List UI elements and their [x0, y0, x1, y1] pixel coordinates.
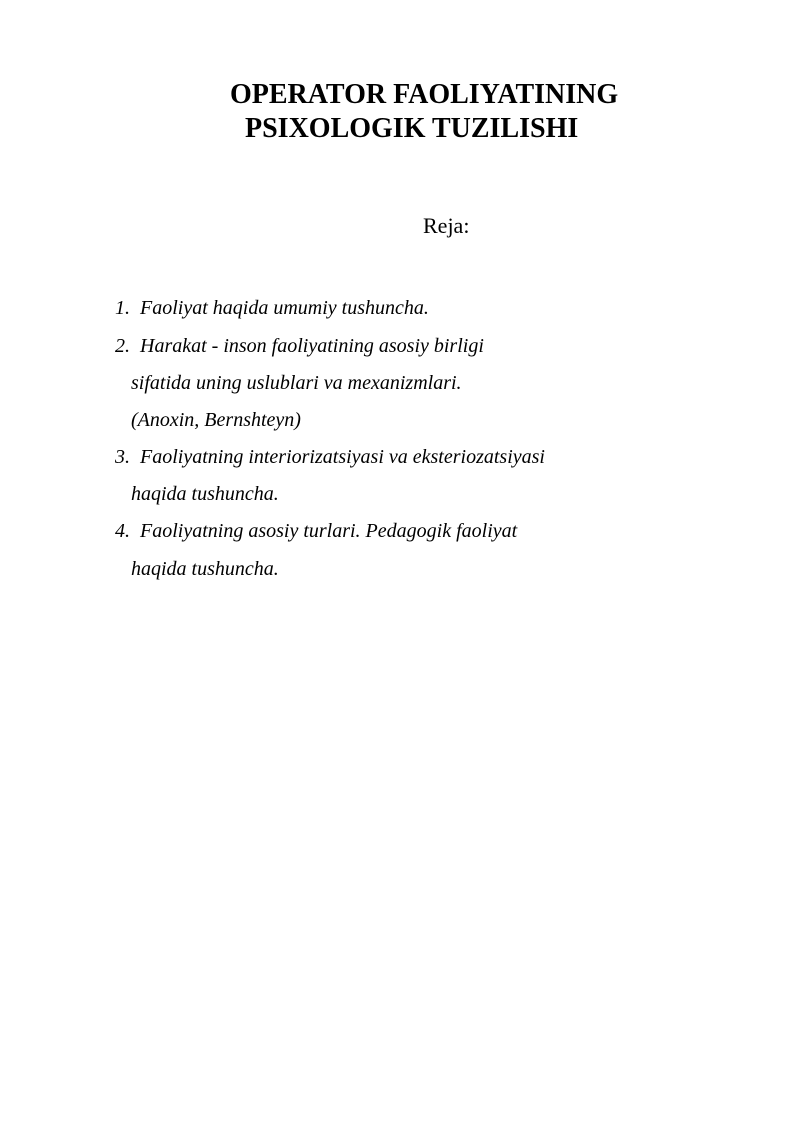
plan-item-4-text-line-1: Faoliyatning asosiy turlari. Pedagogik faoliyat — [140, 520, 518, 542]
plan-item-3-text-line-2: haqida tushuncha. — [131, 483, 279, 505]
plan-item-1-text: Faoliyat haqida umumiy tushuncha. — [140, 297, 429, 319]
plan-item-2-number: 2. — [115, 335, 130, 357]
plan-item-1 — [115, 296, 429, 320]
plan-item-4-text-line-2: haqida tushuncha. — [131, 558, 279, 580]
plan-item-4 — [115, 519, 517, 543]
plan-item-4-number: 4. — [115, 520, 130, 542]
plan-item-2-text-line-3: (Anoxin, Bernshteyn) — [131, 409, 301, 431]
page-title-line-2: PSIXOLOGIK TUZILISHI — [245, 113, 579, 144]
plan-item-2 — [115, 334, 484, 358]
plan-item-3 — [115, 445, 545, 469]
plan-item-3-text-line-1: Faoliyatning interiorizatsiyasi va eksteriozatsiyasi — [140, 446, 545, 468]
plan-item-2-text-line-1: Harakat - inson faoliyatining asosiy birligi — [140, 335, 484, 357]
plan-item-2-text-line-2: sifatida uning uslublari va mexanizmlari. — [131, 372, 462, 394]
plan-heading: Reja: — [423, 213, 470, 238]
plan-item-3-number: 3. — [115, 446, 130, 468]
page-title-line-1: OPERATOR FAOLIYATINING — [230, 79, 619, 110]
plan-item-1-number: 1. — [115, 297, 130, 319]
